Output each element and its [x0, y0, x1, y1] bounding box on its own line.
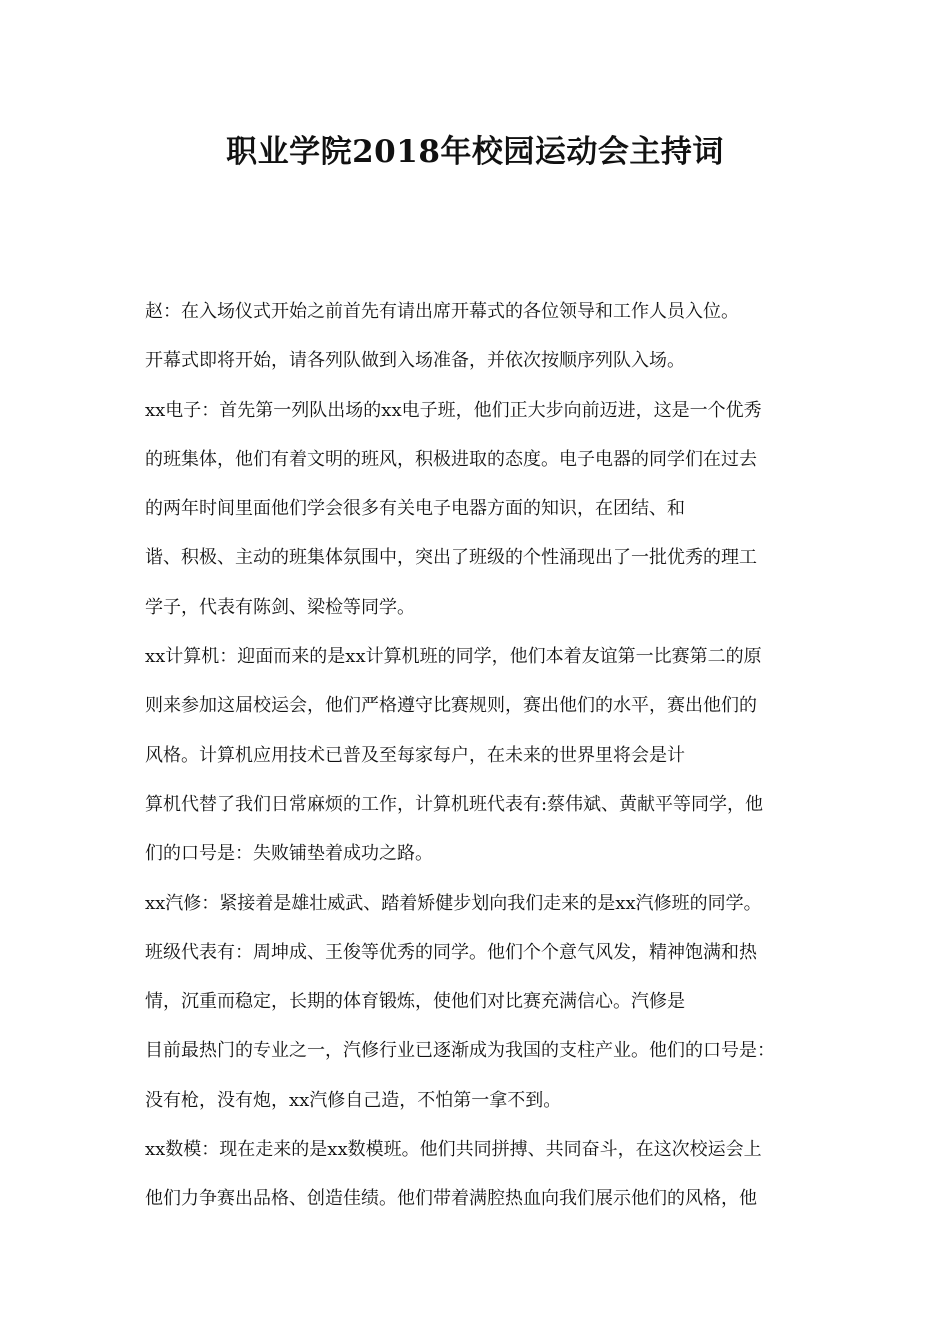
body-line: 开幕式即将开始，请各列队做到入场准备，并依次按顺序列队入场。	[145, 350, 685, 372]
body-line: 目前最热门的专业之一，汽修行业已逐渐成为我国的支柱产业。他们的口号是：	[145, 1040, 775, 1062]
body-line: 的两年时间里面他们学会很多有关电子电器方面的知识，在团结、和	[145, 498, 685, 520]
body-line: xx数模：现在走来的是xx数模班。他们共同拼搏、共同奋斗，在这次校运会上	[145, 1139, 762, 1161]
body-line: 算机代替了我们日常麻烦的工作，计算机班代表有:蔡伟斌、黄献平等同学，他	[145, 793, 764, 815]
body-line: 风格。计算机应用技术已普及至每家每户，在未来的世界里将会是计	[145, 744, 685, 766]
body-line: 则来参加这届校运会，他们严格遵守比赛规则，赛出他们的水平，赛出他们的	[145, 695, 757, 717]
body-line: xx电子：首先第一列队出场的xx电子班，他们正大步向前迈进，这是一个优秀	[145, 399, 762, 421]
document-body	[145, 292, 835, 1229]
body-line: 他们力争赛出品格、创造佳绩。他们带着满腔热血向我们展示他们的风格，他	[145, 1188, 757, 1210]
body-line: xx汽修：紧接着是雄壮威武、踏着矫健步划向我们走来的是xx汽修班的同学。	[145, 892, 762, 914]
body-line: 学子，代表有陈剑、梁检等同学。	[145, 596, 415, 618]
body-line: 们的口号是：失败铺垫着成功之路。	[145, 843, 433, 865]
body-line: 赵：在入场仪式开始之前首先有请出席开幕式的各位领导和工作人员入位。	[145, 301, 739, 322]
document-title: 职业学院2018年校园运动会主持词	[226, 134, 724, 170]
body-line: 的班集体，他们有着文明的班风，积极进取的态度。电子电器的同学们在过去	[145, 448, 757, 470]
body-line: xx计算机：迎面而来的是xx计算机班的同学，他们本着友谊第一比赛第二的原	[145, 646, 762, 668]
body-line: 情，沉重而稳定，长期的体育锻炼，使他们对比赛充满信心。汽修是	[145, 991, 685, 1013]
body-line: 谐、积极、主动的班集体氛围中，突出了班级的个性涌现出了一批优秀的理工	[145, 547, 757, 569]
body-line: 没有枪，没有炮，xx汽修自己造，不怕第一拿不到。	[145, 1089, 562, 1111]
body-line: 班级代表有：周坤成、王俊等优秀的同学。他们个个意气风发，精神饱满和热	[145, 941, 757, 963]
